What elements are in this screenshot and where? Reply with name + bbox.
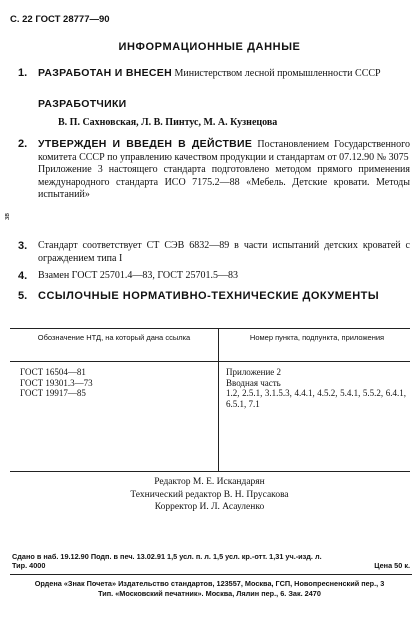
item-1 — [18, 67, 410, 81]
page-header: С. 22 ГОСТ 28777—90 — [10, 14, 110, 25]
editor-line: Редактор М. Е. Искандарян — [154, 477, 265, 487]
item-2-annex-note: Приложение 3 настоящего стандарта подготовлено методом прямого применения международного стандарта ИСО 7175.2—88 «Мебель. Детские кровати. Методы испытаний» — [38, 164, 410, 201]
price: Цена 50 к. — [374, 561, 410, 570]
margin-mark: зв — [3, 213, 11, 220]
item-2-text: Постановлением Государственного комитета СССР по управлению качеством продукции и стандартам от 07.12.90 № 3075 — [38, 139, 411, 163]
print-info-line-2 — [12, 561, 410, 570]
table-row-1-ref: Приложение 2 — [226, 367, 282, 377]
item-3-number: 3. — [18, 240, 28, 252]
item-3-text: Стандарт соответствует СТ СЭВ 6832—89 в части испытаний детских кроватей с ограждением типа I — [38, 240, 410, 264]
corrector-line: Корректор И. Л. Асауленко — [154, 502, 265, 512]
item-4-number: 4. — [18, 270, 28, 282]
table-row-2-ref: Вводная часть — [226, 377, 281, 388]
publisher-line-2: Тип. «Московский печатник». Москва, Лялин пер., 6. Зак. 2470 — [98, 588, 321, 598]
table-top-rule — [10, 328, 410, 329]
item-3 — [18, 240, 410, 265]
item-2 — [18, 138, 410, 202]
table-header-ref: Номер пункта, подпункта, приложения — [249, 333, 385, 342]
table-bottom-rule — [10, 471, 410, 472]
tech-editor-line: Технический редактор В. Н. Прусакова — [130, 489, 289, 500]
print-info-line-1: Сдано в наб. 19.12.90 Подп. в печ. 13.02.91 1,5 усл. п. л. 1,5 усл. кр.-отт. 1,31 уч.-изд. л. — [12, 552, 322, 561]
publisher-line-1: Ордена «Знак Почета» Издательство стандартов, 123557, Москва, ГСП, Новопресненский пер., 3 — [34, 579, 385, 588]
item-1-heading: РАЗРАБОТАН И ВНЕСЕН — [38, 67, 172, 79]
developers-list: В. П. Сахновская, Л. В. Пинтус, М. А. Кузнецова — [58, 117, 278, 128]
page-title: ИНФОРМАЦИОННЫЕ ДАННЫЕ — [118, 41, 301, 53]
print-info — [12, 552, 410, 570]
circulation: Тир. 4000 — [12, 561, 46, 570]
item-1-number: 1. — [18, 67, 28, 79]
item-2-number: 2. — [18, 138, 28, 150]
table-header-rule — [10, 361, 410, 362]
item-4 — [18, 270, 410, 283]
table-row-2-doc: ГОСТ 19301.3—73 — [20, 377, 93, 388]
item-1-text: Министерством лесной промышленности СССР — [171, 68, 381, 79]
developers-heading: РАЗРАБОТЧИКИ — [38, 98, 127, 110]
table-row-1-doc: ГОСТ 16504—81 — [20, 367, 86, 377]
table-row-3-doc: ГОСТ 19917—85 — [20, 388, 86, 399]
item-5-heading: ССЫЛОЧНЫЕ НОРМАТИВНО-ТЕХНИЧЕСКИЕ ДОКУМЕНТЫ — [38, 290, 380, 302]
item-2-heading: УТВЕРЖДЕН И ВВЕДЕН В ДЕЙСТВИЕ — [38, 138, 253, 150]
print-rule — [10, 574, 412, 575]
publisher-block — [0, 579, 419, 598]
table-header-doc: Обозначение НТД, на который дана ссылка — [37, 333, 191, 342]
table-row-3-ref: 1.2, 2.5.1, 3.1.5.3, 4.4.1, 4.5.2, 5.4.1, 5.5.2, 6.4.1, 6.5.1, 7.1 — [226, 388, 406, 409]
credits-block — [0, 476, 419, 514]
table-column-divider — [218, 328, 219, 471]
item-4-text: Взамен ГОСТ 25701.4—83, ГОСТ 25701.5—83 — [38, 270, 238, 281]
item-5-number: 5. — [18, 290, 28, 302]
item-5 — [18, 290, 410, 303]
